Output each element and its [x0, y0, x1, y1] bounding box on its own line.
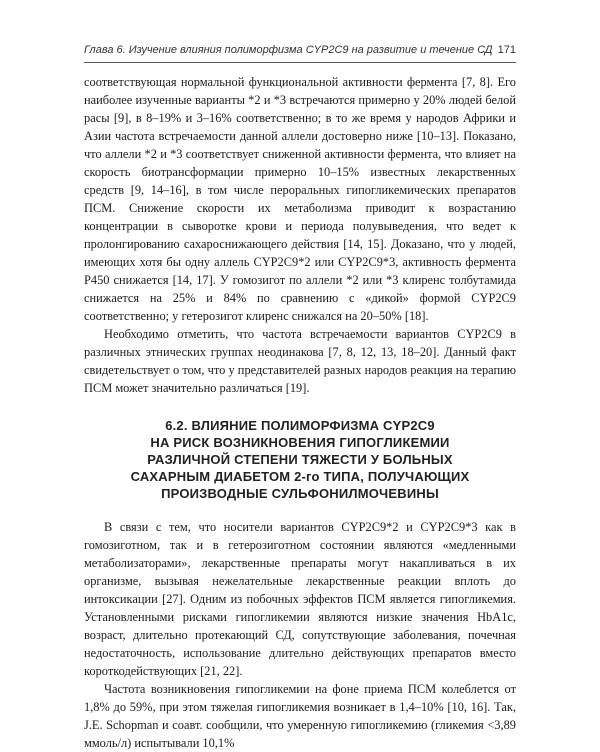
paragraph: Частота возникновения гипогликемии на фоне приема ПСМ колеблется от 1,8% до 59%, при этом тяжелая гипогликемия возникает в 1,4–10% [10, 16]. Так, J.E. Schopman и соавт. сообщили, что умеренную гипогликемию (гликемия <3,89 ммоль/л) испытывали 10,1%	[84, 682, 516, 750]
section-heading-line: РАЗЛИЧНОЙ СТЕПЕНИ ТЯЖЕСТИ У БОЛЬНЫХ	[147, 452, 453, 467]
paragraph-continued: соответствующая нормальной функциональной активности фермента [7, 8]. Его наиболее изученные варианты *2 и *3 встречаются примерно у 20% людей белой расы [9], в 8–19% и 3–16% соответственно; в то же время у народов Африки и Азии частота встречаемости данной аллели достоверно ниже [10–13]. Показано, что аллели *2 и *3 соответствует сниженной активности фермента, что влияет на скорость биотрансформации примерно 10–15% известных лекарственных средств [9, 14–16], в том числе пероральных гипогликемических препаратов ПСМ. Снижение скорости их метаболизма приводит к возрастанию концентрации в сыворотке крови и периода полувыведения, что ведет к пролонгированию сахароснижающего действия [14, 15]. Доказано, что у людей, имеющих хотя бы одну аллель CYP2C9*2 или CYP2C9*3, активность фермента P450 снижается [14, 17]. У гомозигот по аллели *2 или *3 клиренс толбутамида снижается на 25% и 84% по сравнению с «дикой» формой CYP2C9 соответственно; у гетерозигот клиренс снижался на 20–50% [18].	[84, 75, 516, 323]
paragraph: В связи с тем, что носители вариантов CYP2C9*2 и CYP2C9*3 как в гомозиготном, так и в гетерозиготном состоянии являются «медленными метаболизаторами», лекарственные препараты могут накапливаться в их организме, вызывая нежелательные лекарственные реакции вплоть до интоксикации [27]. Одним из побочных эффектов ПСМ является гипогликемия. Установленными рисками гипогликемии являются низкие значения HbA1c, возраст, длительно протекающий СД, сопутствующие заболевания, почечная недостаточность, использование длительно действующих препаратов вместо короткодействующих [21, 22].	[84, 520, 516, 678]
paragraph: Необходимо отметить, что частота встречаемости вариантов CYP2C9 в различных этнических группах неодинакова [7, 8, 12, 13, 18–20]. Данный факт свидетельствует о том, что у представителей разных народов реакция на терапию ПСМ может значительно различаться [19].	[84, 327, 516, 395]
page-body	[84, 73, 516, 752]
section-heading-line: НА РИСК ВОЗНИКНОВЕНИЯ ГИПОГЛИКЕМИИ	[150, 435, 450, 450]
page-number: 171	[497, 44, 516, 56]
section-heading-line: 6.2. ВЛИЯНИЕ ПОЛИМОРФИЗМА CYP2C9	[165, 418, 435, 433]
chapter-title: Глава 6. Изучение влияния полиморфизма CYP2C9 на развитие и течение СД	[84, 44, 493, 56]
section-heading-line: САХАРНЫМ ДИАБЕТОМ 2-го ТИПА, ПОЛУЧАЮЩИХ	[130, 469, 470, 484]
section-heading	[84, 417, 516, 502]
header-divider	[84, 62, 516, 63]
section-heading-line: ПРОИЗВОДНЫЕ СУЛЬФОНИЛМОЧЕВИНЫ	[161, 486, 439, 501]
